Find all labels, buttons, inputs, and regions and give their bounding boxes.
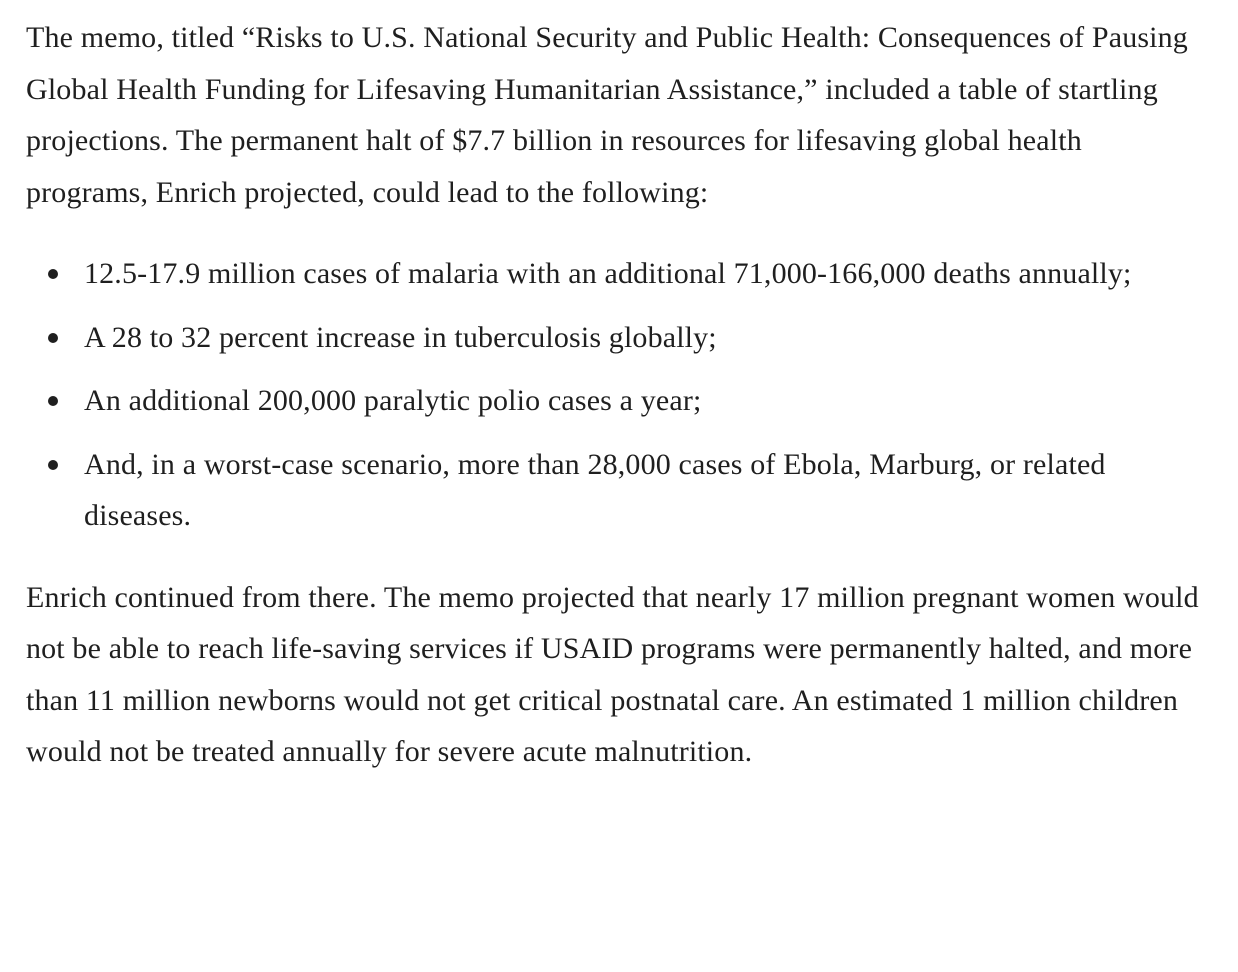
list-item-text: 12.5-17.9 million cases of malaria with an additional 71,000-166,000 deaths annually; [84, 257, 1132, 290]
list-item [26, 375, 1206, 427]
bullet-icon [48, 396, 58, 406]
list-item [26, 312, 1206, 364]
list-item [26, 248, 1206, 300]
projections-list [26, 248, 1206, 542]
list-item-text: An additional 200,000 paralytic polio cases a year; [84, 384, 702, 417]
list-item-text: A 28 to 32 percent increase in tuberculosis globally; [84, 320, 717, 354]
bullet-icon [48, 460, 58, 470]
intro-paragraph: The memo, titled “Risks to U.S. National Security and Public Health: Consequences of Pausing Global Health Funding for Lifesaving Humanitarian Assistance,” included a table of startling projections. The permanent halt of $7.7 billion in resources for lifesaving global health programs, Enrich projected, could lead to the following: [26, 21, 1188, 209]
article-body [26, 12, 1206, 778]
list-item-text: And, in a worst-case scenario, more than 28,000 cases of Ebola, Marburg, or related diseases. [84, 447, 1106, 532]
list-item [26, 439, 1206, 542]
bullet-icon [48, 333, 58, 343]
bullet-icon [48, 269, 58, 279]
closing-paragraph: Enrich continued from there. The memo projected that nearly 17 million pregnant women would not be able to reach life-saving services if USAID programs were permanently halted, and more than 11 million newborns would not get critical postnatal care. An estimated 1 million children would not be treated annually for severe acute malnutrition. [26, 580, 1199, 768]
